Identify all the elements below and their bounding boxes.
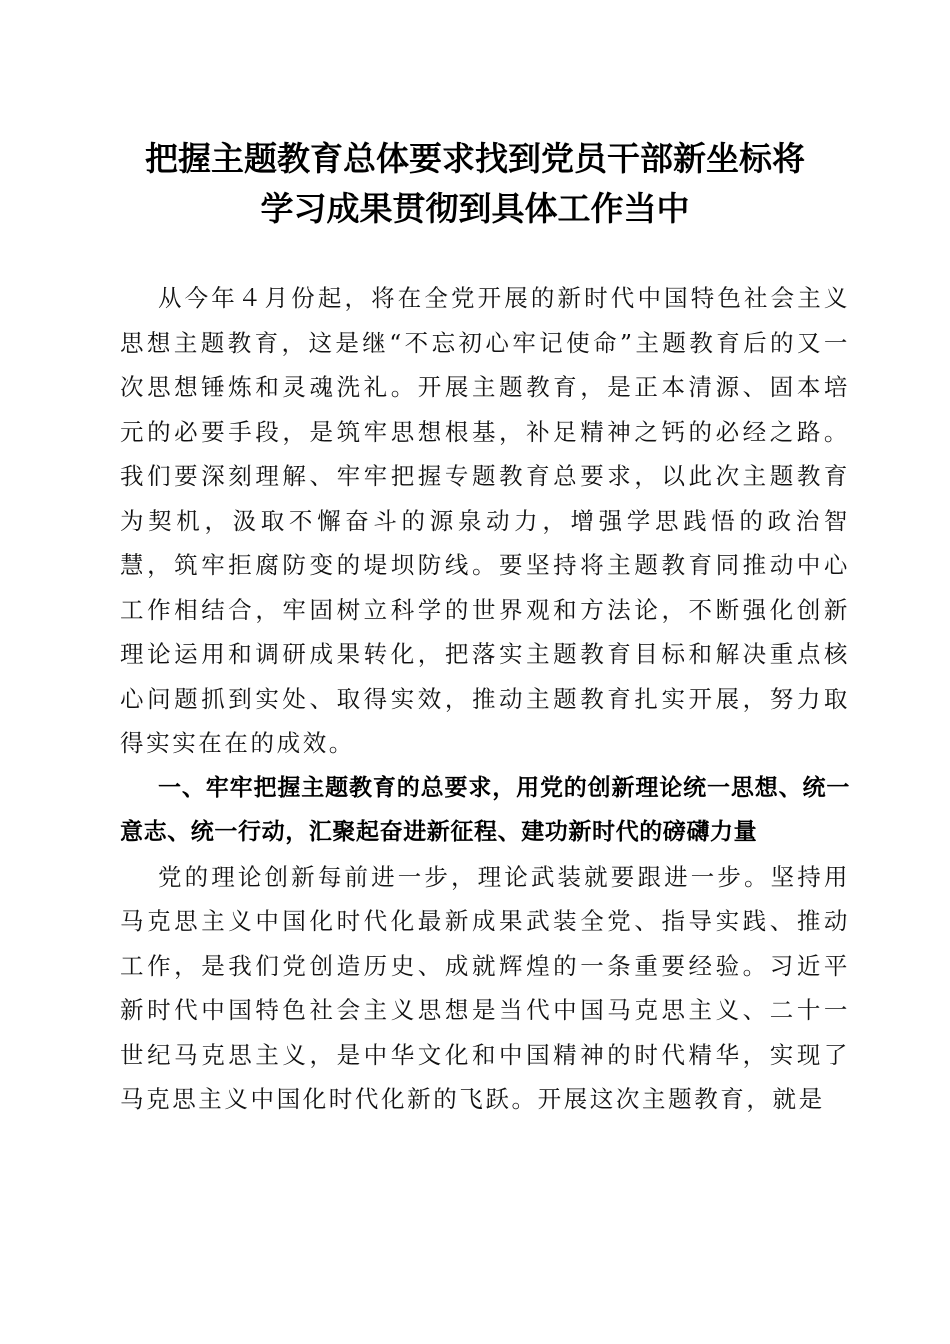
document-title xyxy=(100,134,850,234)
document-body xyxy=(120,276,850,1122)
body-paragraph-2: 党的理论创新每前进一步，理论武装就要跟进一步。坚持用马克思主义中国化时代化最新成果武装全党、指导实践、推动工作，是我们党创造历史、成就辉煌的一条重要经验。习近平新时代中国特色社会主义思想是当代中国马克思主义、二十一世纪马克思主义，是中华文化和中国精神的时代精华，实现了马克思主义中国化时代化新的飞跃。开展这次主题教育，就是 xyxy=(120,862,850,1113)
title-line-2: 学习成果贯彻到具体工作当中 xyxy=(260,189,690,228)
body-paragraph-1: 从今年４月份起，将在全党开展的新时代中国特色社会主义思想主题教育，这是继“不忘初心牢记使命”主题教育后的又一次思想锤炼和灵魂洗礼。开展主题教育，是正本清源、固本培元的必要手段，是筑牢思想根基，补足精神之钙的必经之路。我们要深刻理解、牢牢把握专题教育总要求，以此次主题教育为契机，汲取不懈奋斗的源泉动力，增强学思践悟的政治智慧，筑牢拒腐防变的堤坝防线。要坚持将主题教育同推动中心工作相结合，牢固树立科学的世界观和方法论，不断强化创新理论运用和调研成果转化，把落实主题教育目标和解决重点核心问题抓到实处、取得实效，推动主题教育扎实开展，努力取得实实在在的成效。 xyxy=(120,284,850,757)
section-heading-1: 一、牢牢把握主题教育的总要求，用党的创新理论统一思想、统一意志、统一行动，汇聚起奋进新征程、建功新时代的磅礴力量 xyxy=(120,774,850,845)
title-line-1: 把握主题教育总体要求找到党员干部新坐标将 xyxy=(145,139,805,178)
